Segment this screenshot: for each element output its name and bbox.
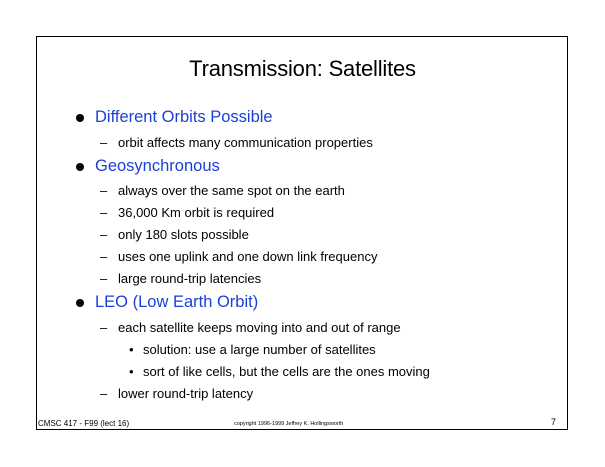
bullet-dot-icon (76, 163, 84, 171)
list-item-text: 36,000 Km orbit is required (118, 205, 275, 220)
footer-course: CMSC 417 - F99 (lect 16) (38, 419, 130, 428)
sub-list-item (129, 364, 430, 379)
footer-page-number: 7 (551, 417, 557, 427)
list-item-text: lower round-trip latency (118, 386, 254, 401)
sub-list-item (129, 342, 376, 357)
list-item (100, 386, 253, 401)
section-heading-text: Geosynchronous (95, 157, 220, 175)
list-item (100, 135, 373, 150)
dash-icon: – (100, 227, 108, 242)
list-item (100, 227, 249, 242)
list-item (100, 320, 401, 335)
small-bullet-icon: • (129, 364, 134, 379)
small-bullet-icon: • (129, 342, 134, 357)
list-item-text: orbit affects many communication properties (118, 135, 373, 150)
list-item-text: large round-trip latencies (118, 271, 262, 286)
section-heading-text: LEO (Low Earth Orbit) (95, 293, 259, 311)
list-item-text: each satellite keeps moving into and out of range (118, 320, 401, 335)
list-item (100, 205, 274, 220)
dash-icon: – (100, 271, 108, 286)
list-item-text: uses one uplink and one down link frequency (118, 249, 378, 264)
list-item (100, 249, 377, 264)
dash-icon: – (100, 183, 108, 198)
sub-list-item-text: sort of like cells, but the cells are the ones moving (143, 364, 430, 379)
section-heading-geosynchronous (76, 157, 220, 176)
dash-icon: – (100, 135, 108, 150)
bullet-dot-icon (76, 114, 84, 122)
list-item-text: always over the same spot on the earth (118, 183, 345, 198)
dash-icon: – (100, 386, 108, 401)
footer-copyright: copyright 1996-1999 Jeffrey K. Hollingsworth (234, 421, 344, 427)
sub-list-item-text: solution: use a large number of satellites (143, 342, 376, 357)
dash-icon: – (100, 249, 108, 264)
dash-icon: – (100, 205, 108, 220)
slide-title: Transmission: Satellites (189, 56, 416, 81)
dash-icon: – (100, 320, 108, 335)
bullet-dot-icon (76, 299, 84, 307)
section-heading-text: Different Orbits Possible (95, 108, 273, 126)
list-item-text: only 180 slots possible (118, 227, 249, 242)
section-heading-orbits (76, 108, 273, 127)
list-item (100, 271, 261, 286)
section-heading-leo (76, 293, 258, 312)
list-item (100, 183, 345, 198)
